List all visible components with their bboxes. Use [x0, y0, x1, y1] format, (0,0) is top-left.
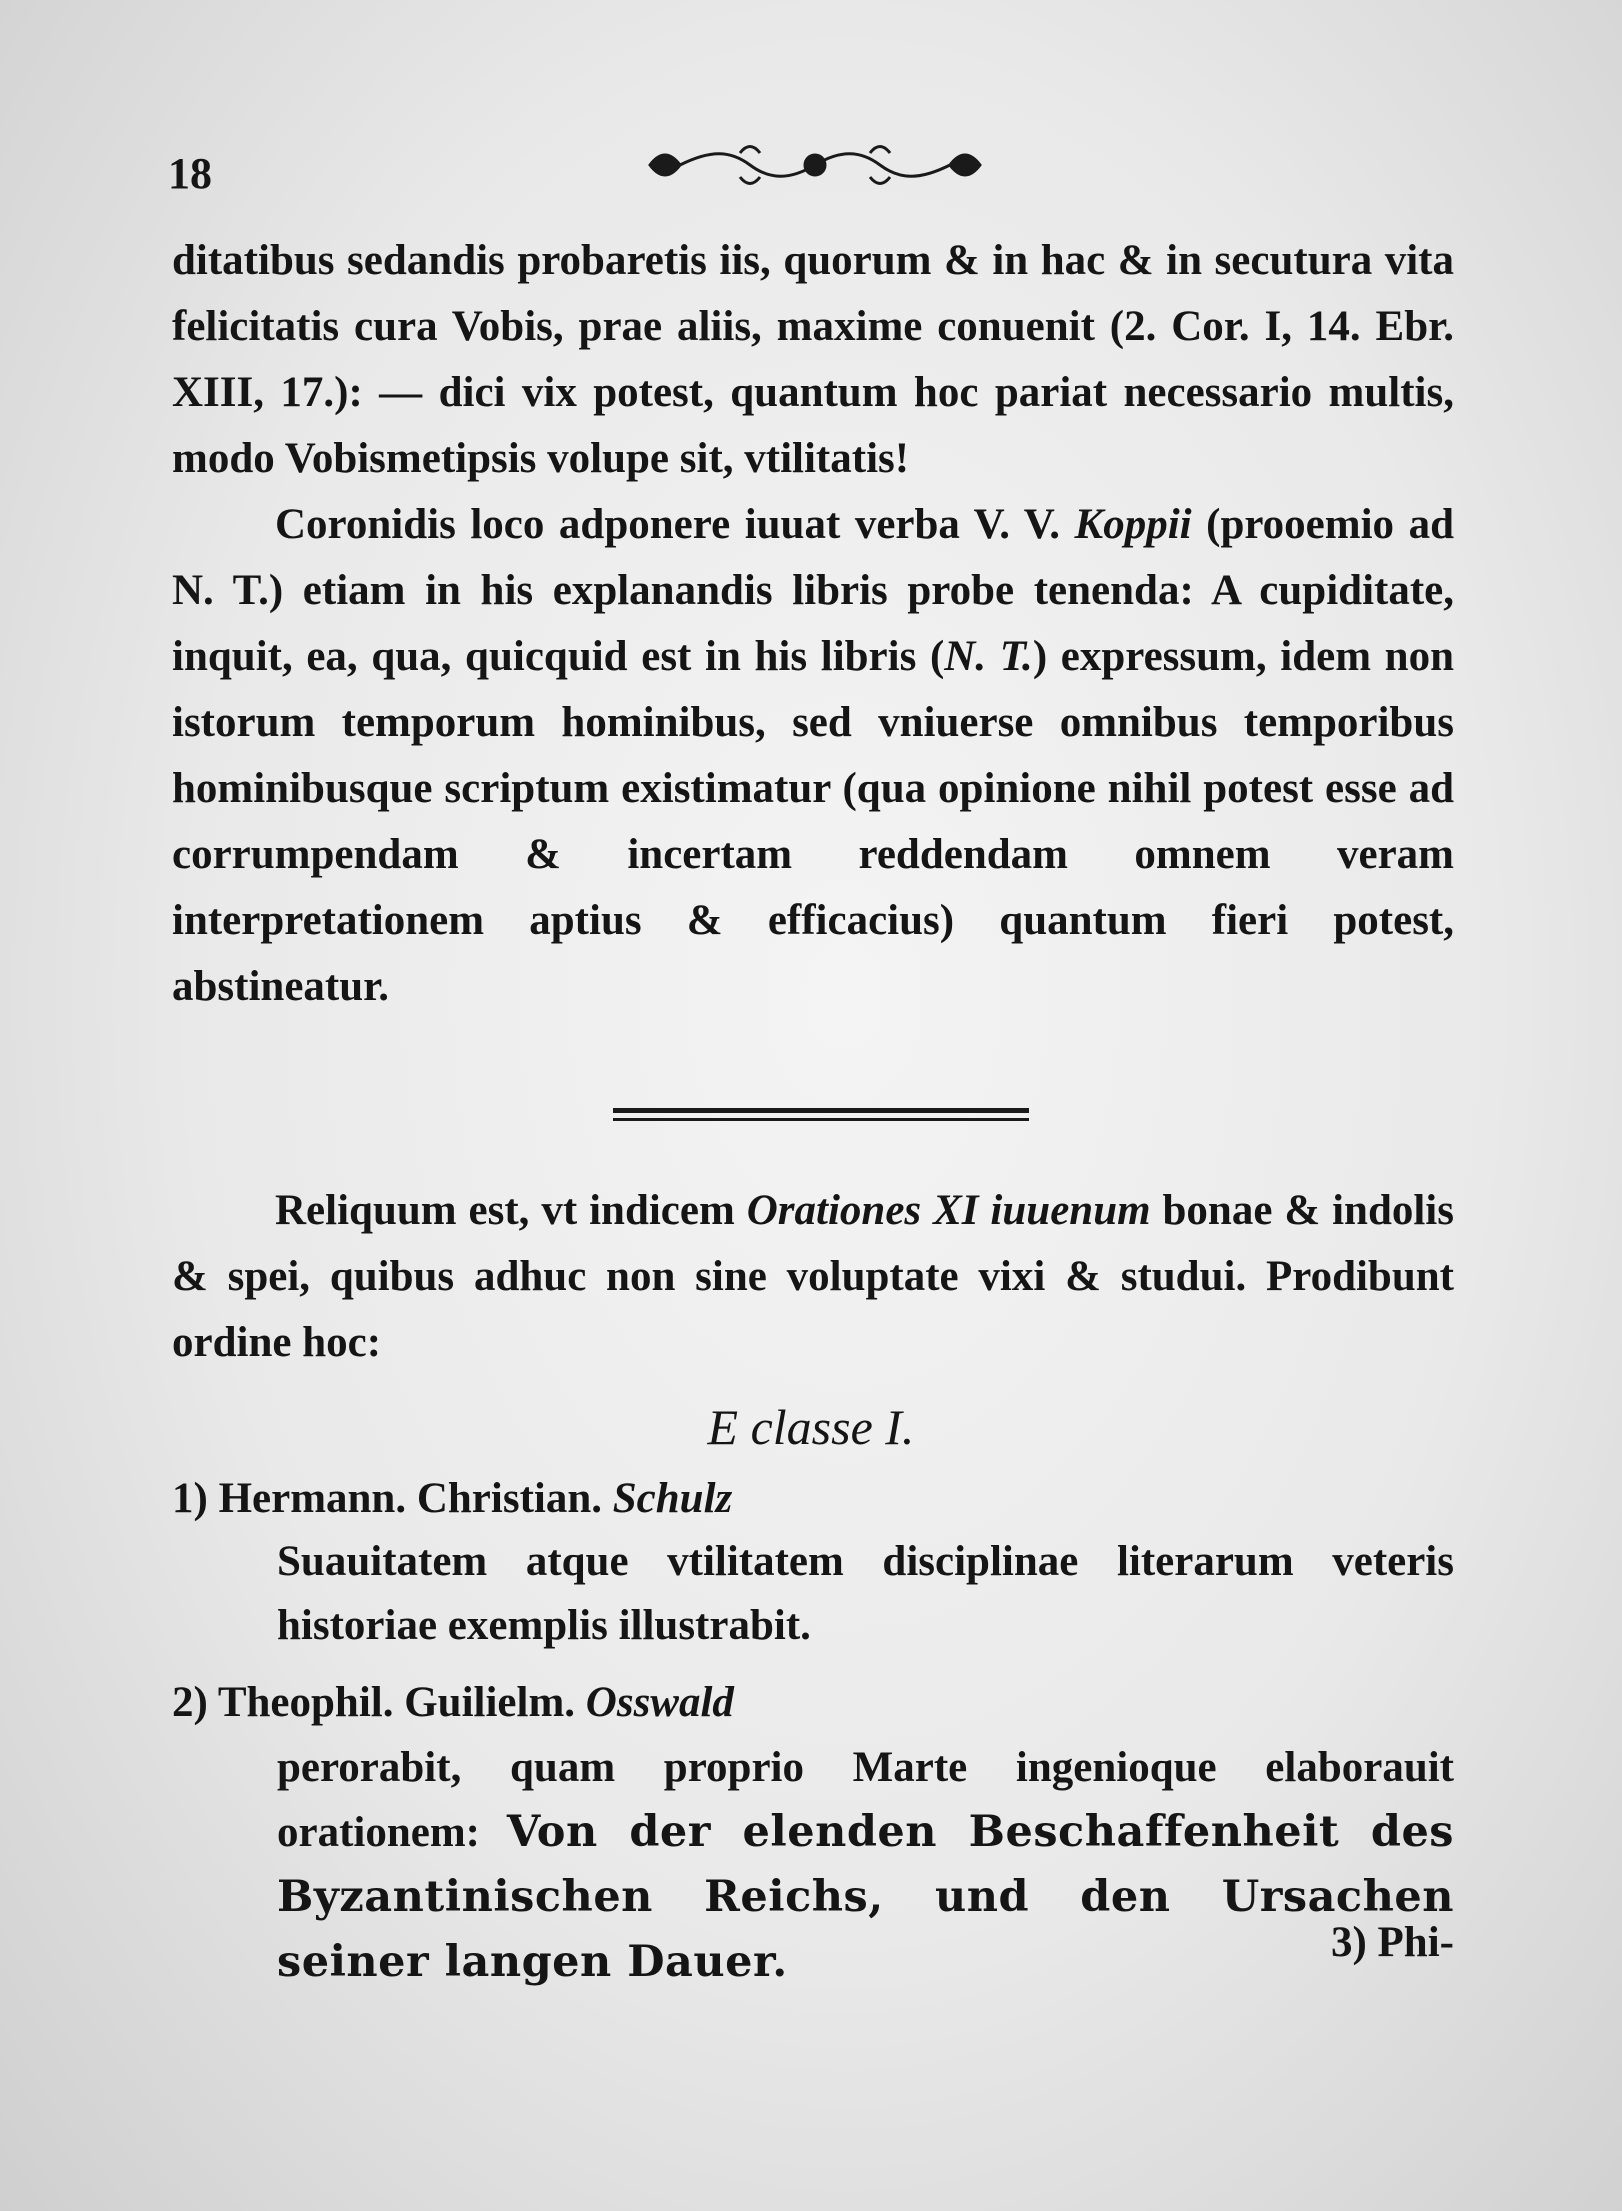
item-given-names: Hermann. Christian.: [218, 1475, 603, 1522]
item-surname: Schulz: [612, 1475, 733, 1522]
section-intro-text-end: bonae & indolis & spei, quibus adhuc non sine voluptate vixi & studui. Prodibunt ordine hoc:: [172, 1187, 1454, 1366]
list-item-1-body: Suauitatem atque vtilitatem disciplinae literarum veteris historiae exemplis illustrabit.: [277, 1538, 1454, 1649]
list-item-2-body: [277, 1736, 1454, 1995]
floral-ornament-icon: [630, 135, 1000, 195]
page-number: 18: [168, 149, 212, 198]
item-given-names: Theophil. Guilielm.: [217, 1679, 576, 1726]
paragraph-2-text: Coronidis loco adponere iuuat verba V. V.: [275, 501, 1075, 548]
paragraph-2-text-end: ) expressum, idem non istorum temporum hominibus, sed vniuerse omnibus temporibus hominibusque scriptum existimatur (qua opinione nihil potest esse ad corrumpendam & incertam reddendam omnem veram interpretationem aptius & efficacius) quantum fieri potest, abstineatur.: [172, 633, 1454, 1010]
double-rule-divider: [613, 1108, 1029, 1128]
orations-title: Orationes XI iuuenum: [746, 1187, 1151, 1234]
class-heading: E classe I.: [707, 1399, 915, 1455]
nt-abbrev: N. T.: [944, 633, 1033, 680]
paragraph-1: ditatibus sedandis probaretis iis, quorum & in hac & in secutura vita felicitatis cura Vobis, prae aliis, maxime conuenit (2. Cor. I, 14. Ebr. XIII, 17.): — dici vix potest, quantum hoc pariat necessario multis, modo Vobismetipsis volupe sit, vtilitatis!: [172, 237, 1454, 482]
item-number: 1): [172, 1475, 208, 1522]
section-intro-paragraph: [172, 1178, 1454, 1376]
list-item-2-name: [172, 1678, 734, 1727]
item-body-text: perorabit, quam proprio Marte ingenioque elaborauit orationem:: [277, 1744, 1454, 1856]
author-name: Koppii: [1074, 501, 1192, 548]
section-intro-text: Reliquum est, vt indicem: [275, 1187, 747, 1234]
item-number: 2): [172, 1679, 208, 1726]
paragraph-2-text-mid: (prooemio ad N. T.) etiam in his explanandis libris probe tenenda: A cupiditate, inquit, ea, qua, quicquid est in his libris (: [172, 501, 1454, 680]
list-item-1-name: [172, 1474, 732, 1523]
german-title: Von der elenden Beschaffenheit des Byzantinischen Reichs, und den Ursachen seiner langen Dauer.: [277, 1807, 1455, 1987]
section-intro: [172, 1178, 1454, 1376]
item-surname: Osswald: [585, 1679, 734, 1726]
paragraph-2: [172, 492, 1454, 1020]
main-text: [172, 228, 1454, 1020]
catchword: 3) Phi-: [1330, 1919, 1454, 1966]
